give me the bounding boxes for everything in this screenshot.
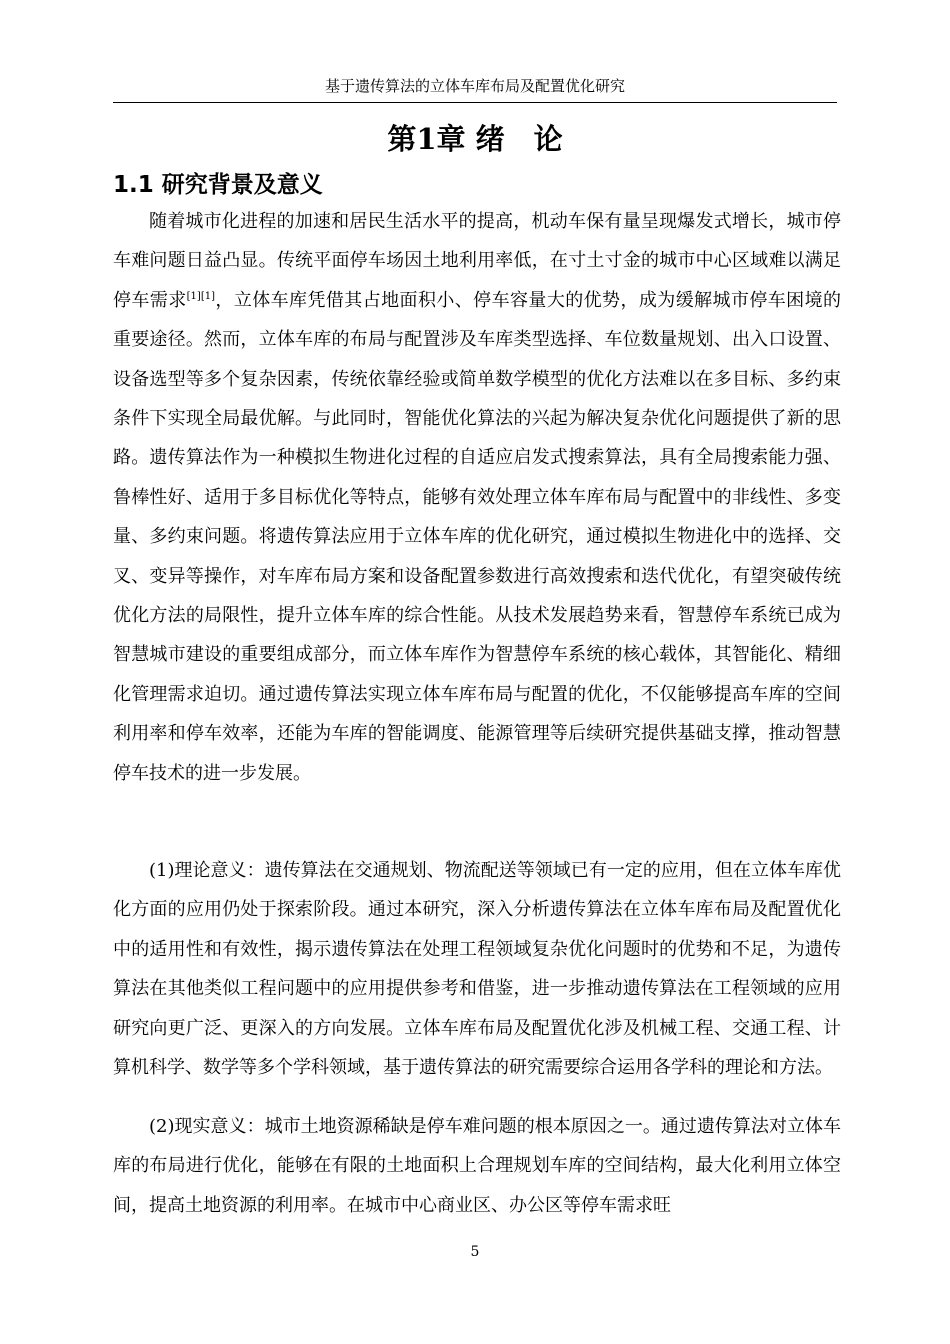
paragraph: (2)现实意义：城市土地资源稀缺是停车难问题的根本原因之一。通过遗传算法对立体车库的布局进行优化，能够在有限的土地面积上合理规划车库的空间结构，最大化利用立体空间，提高土地资源的利用率。在城市中心商业区、办公区等停车需求旺 bbox=[113, 1116, 841, 1216]
paragraph: (1)理论意义：遗传算法在交通规划、物流配送等领域已有一定的应用，但在立体车库优化方面的应用仍处于探索阶段。通过本研究，深入分析遗传算法在立体车库布局及配置优化中的适用性和有效性，揭示遗传算法在处理工程领域复杂优化问题时的优势和不足，为遗传算法在其他类似工程问题中的应用提供参考和借鉴，进一步推动遗传算法在工程领域的应用研究向更广泛、更深入的方向发展。立体车库布局及配置优化涉及机械工程、交通工程、计算机科学、数学等多个学科领域，基于遗传算法的研究需要综合运用各学科的理论和方法。 bbox=[113, 860, 841, 1079]
body-paragraph-theory bbox=[113, 851, 841, 1087]
paragraph-text: 随着城市化进程的加速和居民生活水平的提高，机动车保有量呈现爆发式增长，城市停车难问题日益凸显。传统平面停车场因土地利用率低，在寸土寸金的城市中心区域难以满足停车需求 bbox=[113, 211, 841, 311]
paragraph-text: ，立体车库凭借其占地面积小、停车容量大的优势，成为缓解城市停车困境的重要途径。然而，立体车库的布局与配置涉及车库类型选择、车位数量规划、出入口设置、设备选型等多个复杂因素，传统依靠经验或简单数学模型的优化方法难以在多目标、多约束条件下实现全局最优解。与此同时，智能优化算法的兴起为解决复杂优化问题提供了新的思路。遗传算法作为一种模拟生物进化过程的自适应启发式搜索算法，具有全局搜索能力强、鲁棒性好、适用于多目标优化等特点，能够有效处理立体车库布局与配置中的非线性、多变量、多约束问题。将遗传算法应用于立体车库的优化研究，通过模拟生物进化中的选择、交叉、变异等操作，对车库布局方案和设备配置参数进行高效搜索和迭代优化，有望突破传统优化方法的局限性，提升立体车库的综合性能。从技术发展趋势来看，智慧停车系统已成为智慧城市建设的重要组成部分，而立体车库作为智慧停车系统的核心载体，其智能化、精细化管理需求迫切。通过遗传算法实现立体车库布局与配置的优化，不仅能够提高车库的空间利用率和停车效率，还能为车库的智能调度、能源管理等后续研究提供基础支撑，推动智慧停车技术的进一步发展。 bbox=[113, 289, 842, 784]
body-paragraph-background bbox=[113, 202, 841, 793]
paragraph bbox=[113, 202, 841, 793]
chapter-title: 第1章 绪 论 bbox=[387, 122, 563, 156]
section-heading: 1.1 研究背景及意义 bbox=[113, 172, 323, 198]
body-paragraph-practice bbox=[113, 1107, 841, 1225]
header-rule bbox=[113, 102, 837, 103]
citation-ref: [1][1] bbox=[186, 290, 215, 302]
running-header: 基于遗传算法的立体车库布局及配置优化研究 bbox=[324, 77, 625, 95]
page-number: 5 bbox=[470, 1244, 480, 1260]
